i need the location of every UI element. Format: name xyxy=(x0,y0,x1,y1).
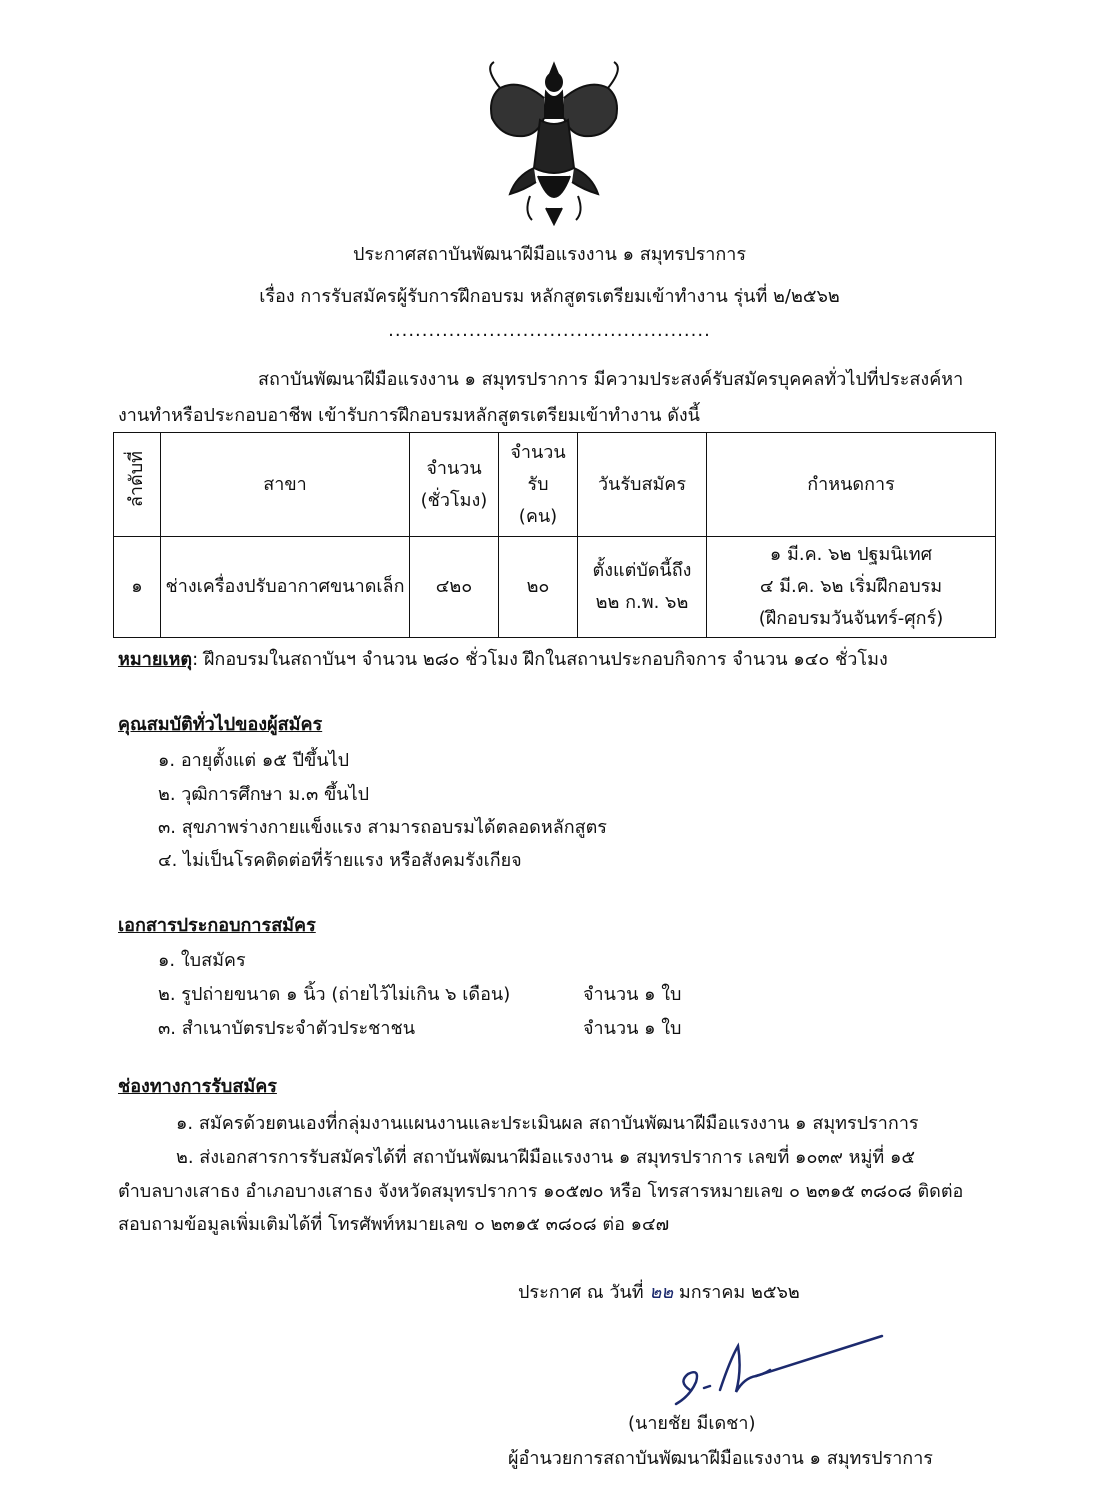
cell-schedule: ๑ มี.ค. ๖๒ ปฐมนิเทศ ๔ มี.ค. ๖๒ เริ่มฝึกอบรม (ฝึกอบรมวันจันทร์-ศุกร์) xyxy=(707,537,996,638)
th-branch: สาขา xyxy=(161,433,410,537)
intro-line-2: งานทำหรือประกอบอาชีพ เข้ารับการฝึกอบรมหลักสูตรเตรียมเข้าทำงาน ดังนี้ xyxy=(118,405,700,426)
intro-line-1: สถาบันพัฒนาฝีมือแรงงาน ๑ สมุทรปราการ มีความประสงค์รับสมัครบุคคลทั่วไปที่ประสงค์หา xyxy=(258,369,964,390)
announcement-title: ประกาศสถาบันพัฒนาฝีมือแรงงาน ๑ สมุทรปราการ xyxy=(352,244,747,265)
channel-line-4: สอบถามข้อมูลเพิ่มเติมได้ที่ โทรศัพท์หมายเลข ๐ ๒๓๑๕ ๓๘๐๘ ต่อ ๑๔๗ xyxy=(118,1214,670,1235)
cell-no: ๑ xyxy=(114,537,161,638)
cell-hours: ๔๒๐ xyxy=(410,537,499,638)
qualification-item: ๒. วุฒิการศึกษา ม.๓ ขึ้นไป xyxy=(158,784,370,805)
document-item: ๓. สำเนาบัตรประจำตัวประชาชน xyxy=(158,1018,416,1039)
cell-apply: ตั้งแต่บัดนี้ถึง ๒๒ ก.พ. ๖๒ xyxy=(578,537,707,638)
announcement-subject: เรื่อง การรับสมัครผู้รับการฝึกอบรม หลักสูตรเตรียมเข้าทำงาน รุ่นที่ ๒/๒๕๖๒ xyxy=(259,286,840,307)
table-row xyxy=(114,537,996,638)
document-qty: จำนวน ๑ ใบ xyxy=(583,984,682,1005)
document-item: ๒. รูปถ่ายขนาด ๑ นิ้ว (ถ่ายไว้ไม่เกิน ๖ เดือน) xyxy=(158,984,511,1005)
document-qty: จำนวน ๑ ใบ xyxy=(583,1018,682,1039)
qualifications-heading: คุณสมบัติทั่วไปของผู้สมัคร xyxy=(118,714,323,735)
announce-day: ๒๒ xyxy=(649,1282,674,1303)
qualification-item: ๔. ไม่เป็นโรคติดต่อที่ร้ายแรง หรือสังคมรังเกียจ xyxy=(158,850,522,871)
garuda-emblem xyxy=(480,58,628,226)
title-divider: ................................................ xyxy=(388,320,711,341)
note-text: : ฝึกอบรมในสถาบันฯ จำนวน ๒๘๐ ชั่วโมง ฝึกในสถานประกอบกิจการ จำนวน ๑๔๐ ชั่วโมง xyxy=(192,649,888,670)
channel-line-1: ๑. สมัครด้วยตนเองที่กลุ่มงานแผนงานและประเมินผล สถาบันพัฒนาฝีมือแรงงาน ๑ สมุทรปราการ xyxy=(176,1113,919,1134)
th-intake: จำนวน รับ (คน) xyxy=(499,433,578,537)
announce-prefix: ประกาศ ณ วันที่ xyxy=(518,1282,644,1303)
announce-date xyxy=(518,1280,800,1306)
cell-intake: ๒๐ xyxy=(499,537,578,638)
note xyxy=(118,647,888,673)
th-hours: จำนวน (ชั่วโมง) xyxy=(410,433,499,537)
channel-line-2: ๒. ส่งเอกสารการรับสมัครได้ที่ สถาบันพัฒนาฝีมือแรงงาน ๑ สมุทรปราการ เลขที่ ๑๐๓๙ หมู่ที่ ๑๕ xyxy=(176,1147,916,1168)
channel-line-3: ตำบลบางเสาธง อำเภอบางเสาธง จังหวัดสมุทรปราการ ๑๐๕๗๐ หรือ โทรสารหมายเลข ๐ ๒๓๑๕ ๓๘๐๘ ติดต่อ xyxy=(118,1181,964,1202)
cell-branch: ช่างเครื่องปรับอากาศขนาดเล็ก xyxy=(161,537,410,638)
signatory-position: ผู้อำนวยการสถาบันพัฒนาฝีมือแรงงาน ๑ สมุทรปราการ xyxy=(508,1448,933,1469)
document-item: ๑. ใบสมัคร xyxy=(158,950,246,971)
qualification-item: ๑. อายุตั้งแต่ ๑๕ ปีขึ้นไป xyxy=(158,750,350,771)
qualification-item: ๓. สุขภาพร่างกายแข็งแรง สามารถอบรมได้ตลอดหลักสูตร xyxy=(158,817,607,838)
signature xyxy=(660,1330,890,1420)
course-table xyxy=(113,432,996,638)
announce-suffix: มกราคม ๒๕๖๒ xyxy=(678,1282,800,1303)
signatory-name: (นายชัย มีเดชา) xyxy=(628,1413,756,1434)
channels-heading: ช่องทางการรับสมัคร xyxy=(118,1076,277,1097)
table-header-row xyxy=(114,433,996,537)
documents-heading: เอกสารประกอบการสมัคร xyxy=(118,915,316,936)
th-apply: วันรับสมัคร xyxy=(578,433,707,537)
th-schedule: กำหนดการ xyxy=(707,433,996,537)
note-label: หมายเหตุ xyxy=(118,649,193,670)
th-no: ลำดับที่ xyxy=(114,433,161,537)
